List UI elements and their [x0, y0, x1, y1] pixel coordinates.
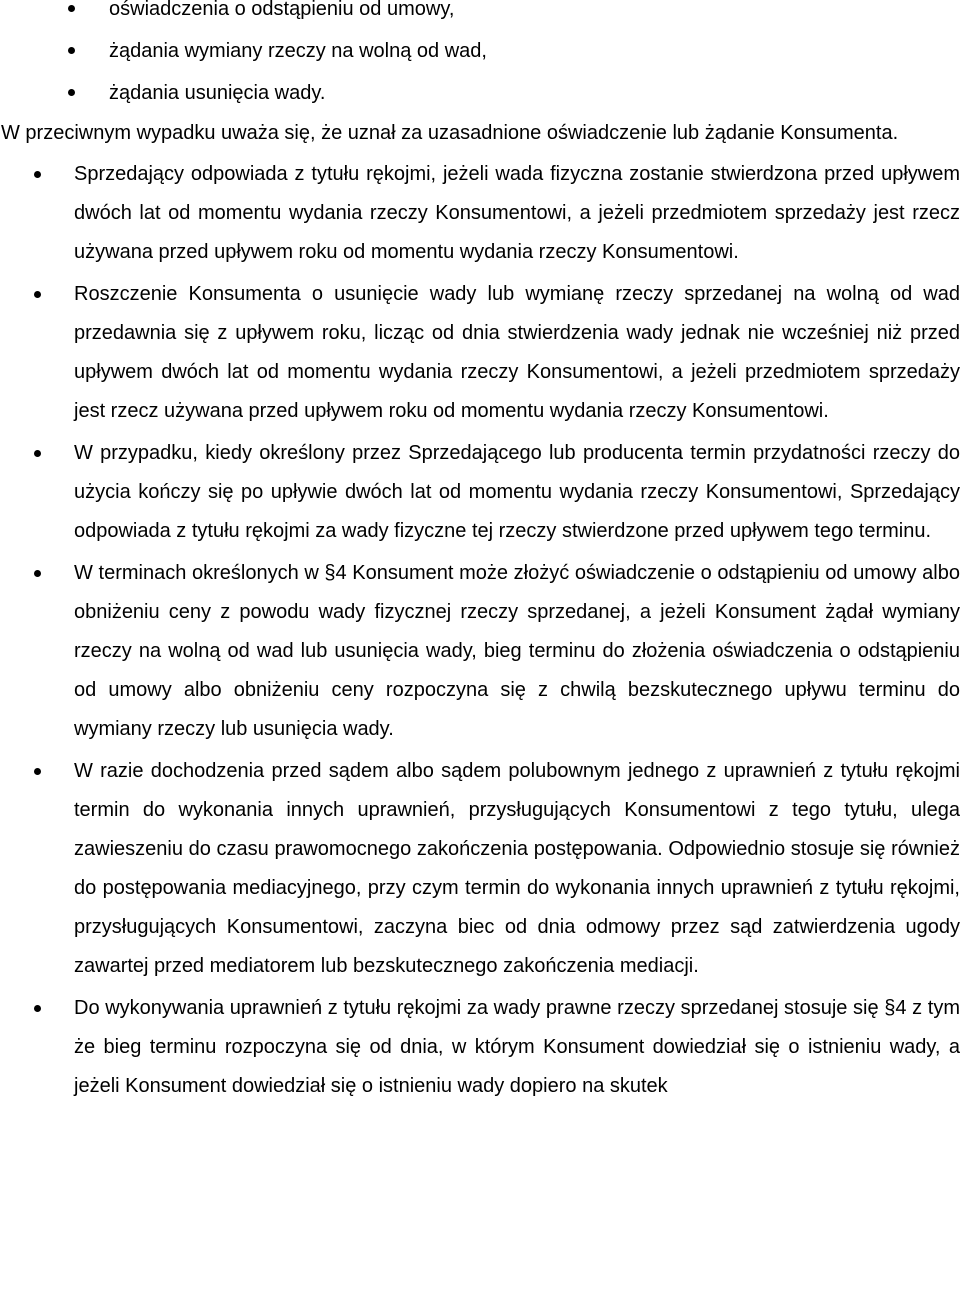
sub-bullet-item: [0, 30, 960, 72]
bullet-text: W przypadku, kiedy określony przez Sprzedającego lub producenta termin przydatności rzeczy do użycia kończy się po upływie dwóch lat od momentu wydania rzeczy Konsumentowi, Sprzedający odpowiada z tytułu rękojmi za wady fizyczne tej rzeczy stwierdzone przed upływem tego terminu.: [74, 442, 960, 542]
bullet-text: W razie dochodzenia przed sądem albo sądem polubownym jednego z uprawnień z tytułu rękojmi termin do wykonania innych uprawnień, przysługujących Konsumentowi z tego tytułu, ulega zawieszeniu do czasu prawomocnego zakończenia postępowania. Odpowiednio stosuje się również do postępowania mediacyjnego, przy czym termin do wykonania innych uprawnień z tytułu rękojmi, przysługujących Konsumentowi, zaczyna biec od dnia odmowy przez sąd zatwierdzenia ugody zawartej przed mediatorem lub bezskutecznego zakończenia mediacji.: [74, 760, 960, 977]
bullet-item: [0, 275, 960, 431]
bullet-item: [0, 434, 960, 551]
intro-paragraph: W przeciwnym wypadku uważa się, że uznał za uzasadnione oświadczenie lub żądanie Konsumenta.: [1, 122, 899, 144]
bullet-list: [0, 155, 960, 1106]
sub-bullet-item: [0, 72, 960, 114]
bullet-text: Do wykonywania uprawnień z tytułu rękojmi za wady prawne rzeczy sprzedanej stosuje się §4 z tym że bieg terminu rozpoczyna się od dnia, w którym Konsument dowiedział się o istnieniu wady, a jeżeli Konsument dowiedział się o istnieniu wady dopiero na skutek: [74, 997, 960, 1097]
bullet-text: Roszczenie Konsumenta o usunięcie wady lub wymianę rzeczy sprzedanej na wolną od wad przedawnia się z upływem roku, licząc od dnia stwierdzenia wady jednak nie wcześniej niż przed upływem dwóch lat od momentu wydania rzeczy Konsumentowi, a jeżeli przedmiotem sprzedaży jest rzecz używana przed upływem roku od momentu wydania rzeczy Konsumentowi.: [74, 283, 960, 422]
bullet-dot-icon: [34, 291, 41, 298]
bullet-dot-icon: [34, 450, 41, 457]
bullet-dot-icon: [68, 5, 75, 12]
sub-bullet-list: [0, 0, 960, 114]
sub-bullet-text: żądania wymiany rzeczy na wolną od wad,: [109, 40, 487, 62]
bullet-dot-icon: [34, 570, 41, 577]
bullet-item: [0, 989, 960, 1106]
bullet-item: [0, 554, 960, 749]
bullet-dot-icon: [68, 89, 75, 96]
bullet-text: Sprzedający odpowiada z tytułu rękojmi, jeżeli wada fizyczna zostanie stwierdzona przed upływem dwóch lat od momentu wydania rzeczy Konsumentowi, a jeżeli przedmiotem sprzedaży jest rzecz używana przed upływem roku od momentu wydania rzeczy Konsumentowi.: [74, 163, 960, 263]
bullet-dot-icon: [34, 1005, 41, 1012]
bullet-item: [0, 752, 960, 986]
sub-bullet-text: żądania usunięcia wady.: [109, 82, 326, 104]
sub-bullet-item: [0, 0, 960, 30]
bullet-dot-icon: [34, 768, 41, 775]
bullet-dot-icon: [34, 171, 41, 178]
bullet-text: W terminach określonych w §4 Konsument może złożyć oświadczenie o odstąpieniu od umowy albo obniżeniu ceny z powodu wady fizycznej rzeczy sprzedanej, a jeżeli Konsument żądał wymiany rzeczy na wolną od wad lub usunięcia wady, bieg terminu do złożenia oświadczenia o odstąpieniu od umowy albo obniżeniu ceny rozpoczyna się z chwilą bezskutecznego upływu terminu do wymiany rzeczy lub usunięcia wady.: [74, 562, 960, 740]
bullet-dot-icon: [68, 47, 75, 54]
sub-bullet-text: oświadczenia o odstąpieniu od umowy,: [109, 0, 455, 20]
bullet-item: [0, 155, 960, 272]
